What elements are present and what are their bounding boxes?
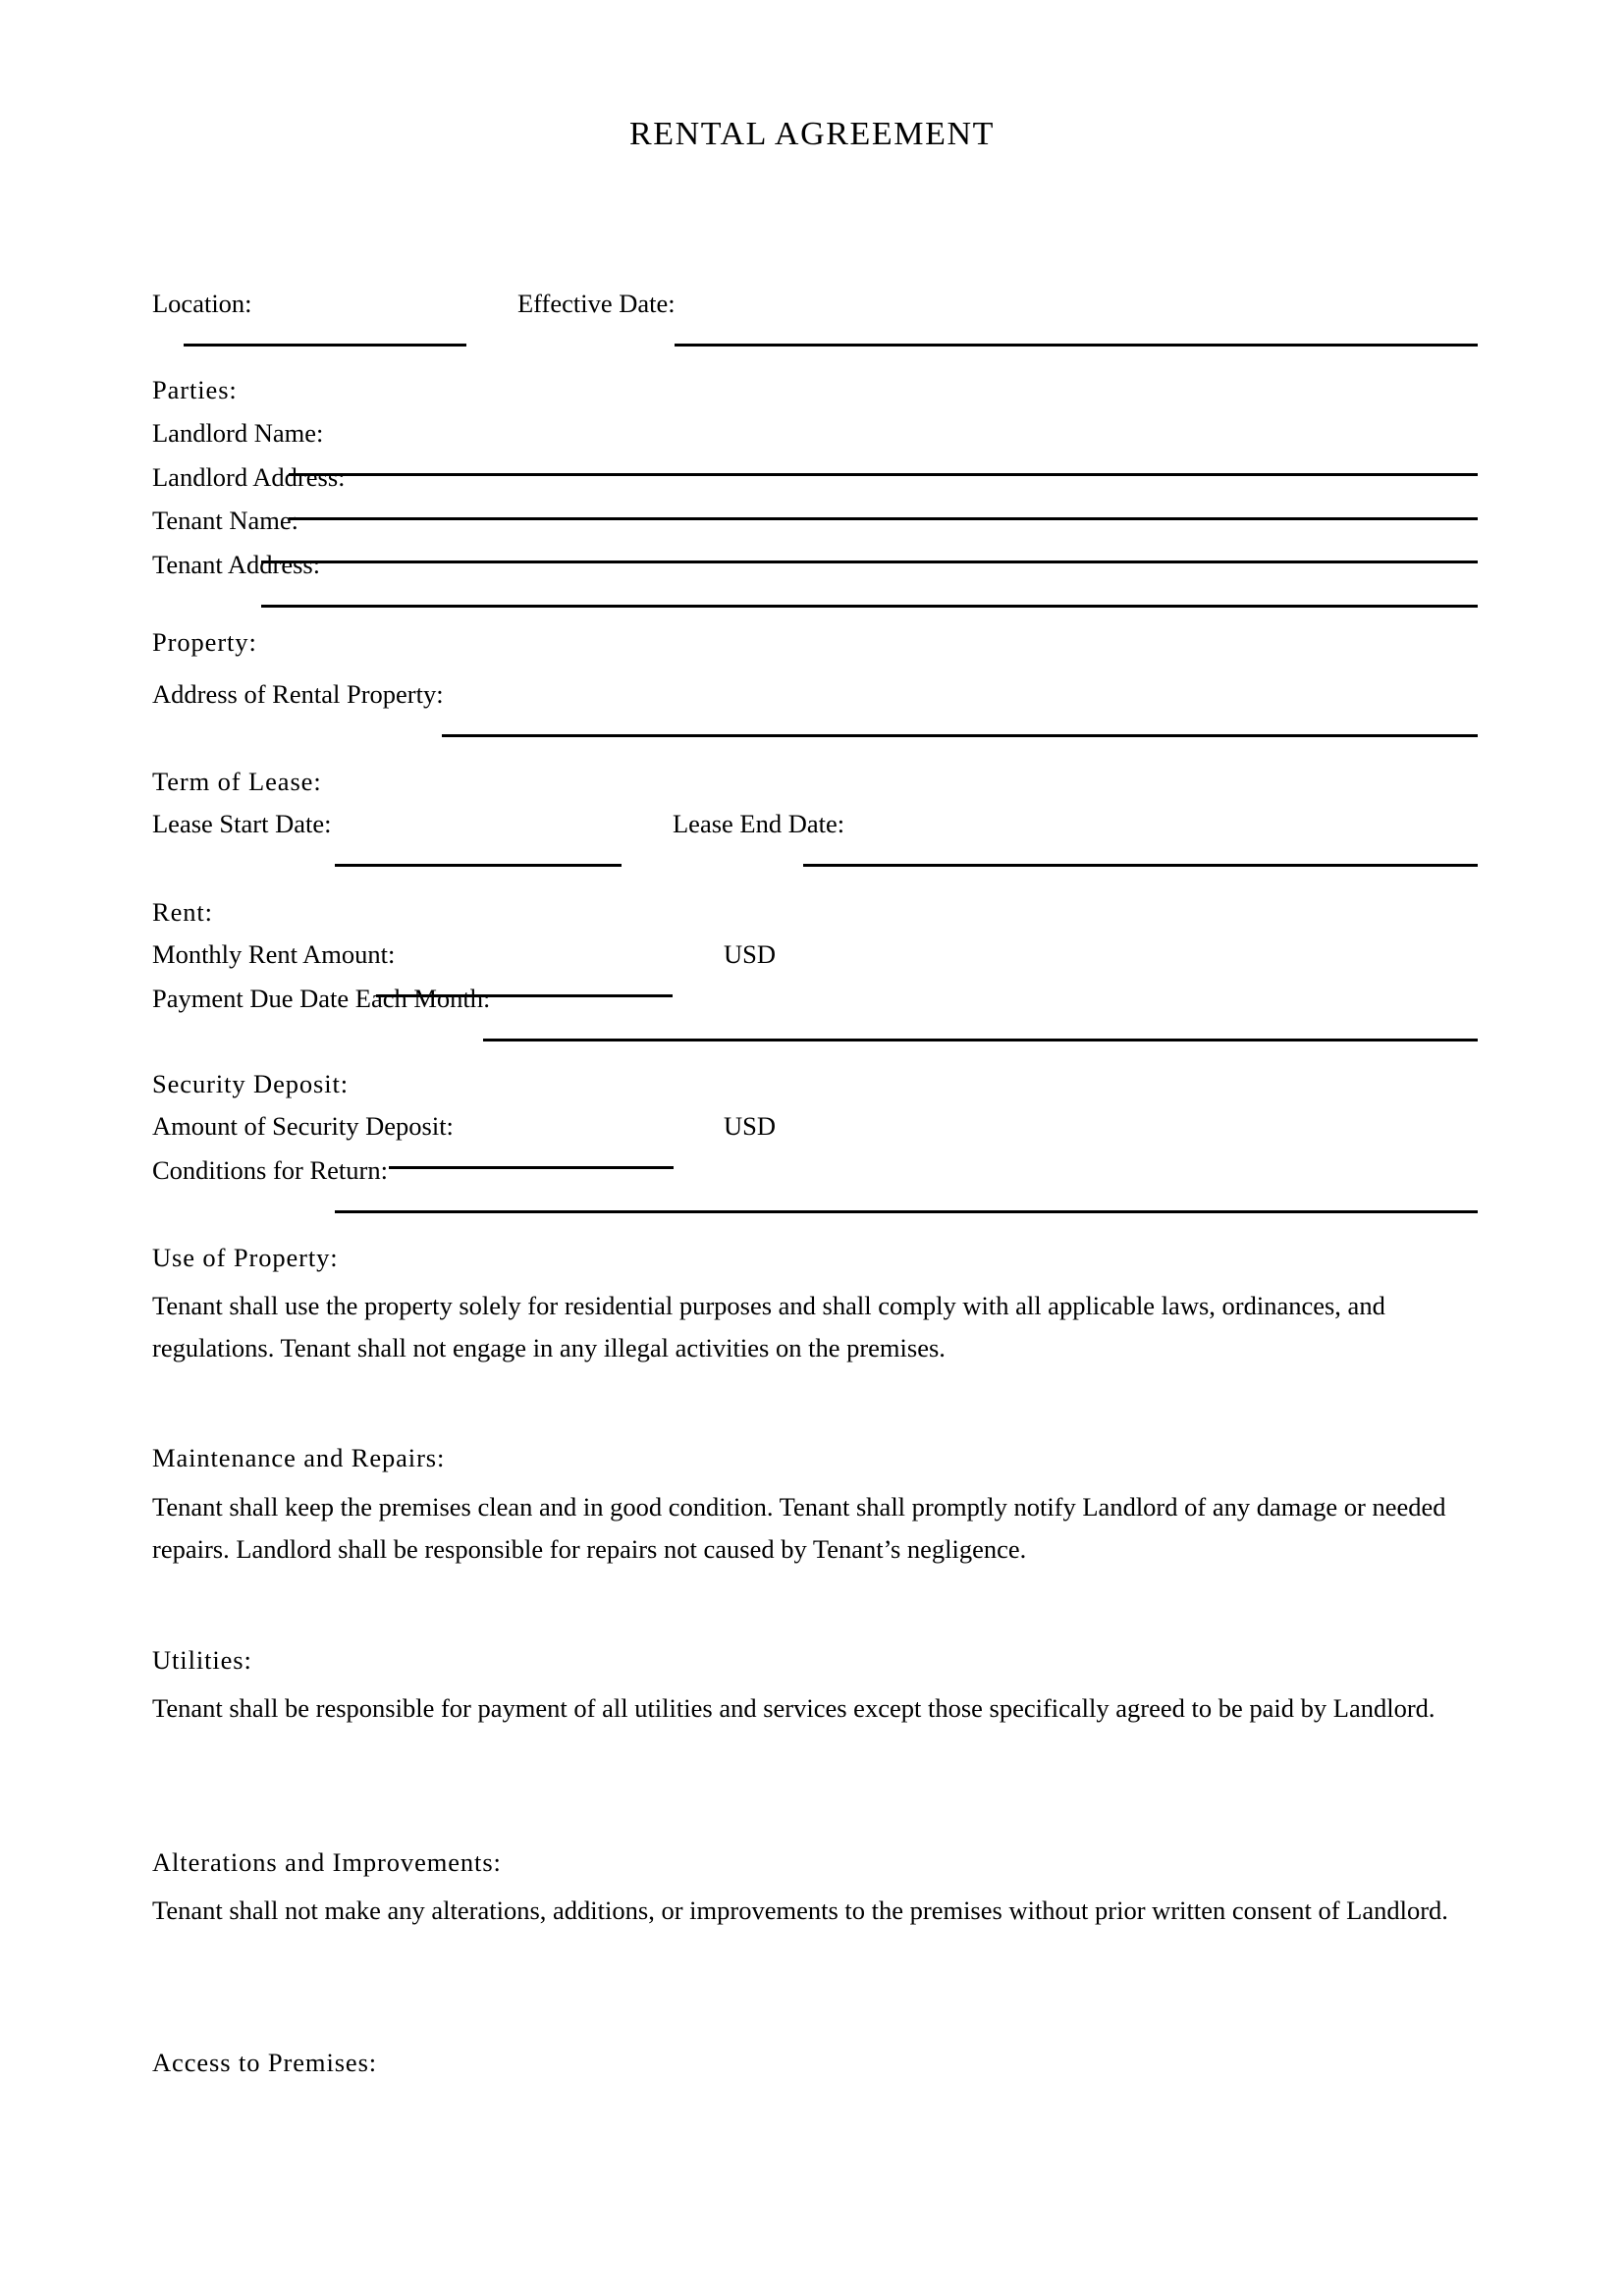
effective-date-label: Effective Date: — [517, 289, 676, 319]
rent-heading: Rent: — [152, 897, 213, 928]
security-deposit-amount-input-rule[interactable] — [389, 1166, 674, 1169]
lease-end-date-label: Lease End Date: — [673, 808, 845, 838]
page-title: RENTAL AGREEMENT — [629, 116, 995, 152]
security-deposit-amount-label: Amount of Security Deposit: — [152, 1111, 454, 1142]
maintenance-and-repairs-heading: Maintenance and Repairs: — [152, 1443, 446, 1473]
lease-end-date-input-rule[interactable] — [803, 864, 1478, 867]
conditions-for-return-label: Conditions for Return: — [152, 1154, 388, 1185]
use-of-property-body: Tenant shall use the property solely for residential purposes and shall comply with all applicable laws, ordinances, and regulations. Tenant shall not engage in any illegal activities on the premises. — [152, 1291, 1385, 1363]
conditions-for-return-input-rule[interactable] — [335, 1210, 1478, 1213]
utilities-heading: Utilities: — [152, 1644, 252, 1675]
payment-due-date-input-rule[interactable] — [483, 1039, 1478, 1041]
security-deposit-currency-label: USD — [724, 1111, 777, 1142]
rental-property-address-label: Address of Rental Property: — [152, 678, 444, 709]
use-of-property-heading: Use of Property: — [152, 1242, 339, 1272]
alterations-and-improvements-heading: Alterations and Improvements: — [152, 1846, 502, 1877]
parties-heading: Parties: — [152, 374, 238, 404]
tenant-name-label: Tenant Name: — [152, 506, 298, 536]
tenant-name-input-rule[interactable] — [261, 561, 1478, 563]
utilities-body: Tenant shall be responsible for payment of all utilities and services except those specifically agreed to be paid by Landlord. — [152, 1693, 1435, 1724]
monthly-rent-amount-label: Monthly Rent Amount: — [152, 939, 396, 970]
payment-due-date-label: Payment Due Date Each Month: — [152, 983, 491, 1013]
alterations-and-improvements-body: Tenant shall not make any alterations, additions, or improvements to the premises without prior written consent of Landlord. — [152, 1896, 1448, 1925]
monthly-rent-currency-label: USD — [724, 939, 777, 970]
landlord-address-label: Landlord Address: — [152, 461, 346, 492]
tenant-address-label: Tenant Address: — [152, 549, 321, 579]
landlord-address-input-rule[interactable] — [289, 517, 1478, 520]
effective-date-input-rule[interactable] — [675, 344, 1478, 347]
term-of-lease-heading: Term of Lease: — [152, 766, 322, 796]
location-input-rule[interactable] — [184, 344, 466, 347]
tenant-address-input-rule[interactable] — [261, 605, 1478, 608]
landlord-name-label: Landlord Name: — [152, 418, 324, 449]
lease-start-date-label: Lease Start Date: — [152, 808, 332, 838]
lease-start-date-input-rule[interactable] — [335, 864, 622, 867]
maintenance-and-repairs-body: Tenant shall keep the premises clean and in good condition. Tenant shall promptly notify Landlord of any damage or needed repairs. Landlord shall be responsible for repairs not caused by Tenant’s negligence. — [152, 1491, 1446, 1564]
access-to-premises-heading: Access to Premises: — [152, 2047, 378, 2077]
landlord-name-input-rule[interactable] — [289, 473, 1478, 476]
property-heading: Property: — [152, 626, 257, 657]
location-label: Location: — [152, 289, 252, 319]
rental-property-address-input-rule[interactable] — [442, 734, 1478, 737]
security-deposit-heading: Security Deposit: — [152, 1069, 350, 1099]
